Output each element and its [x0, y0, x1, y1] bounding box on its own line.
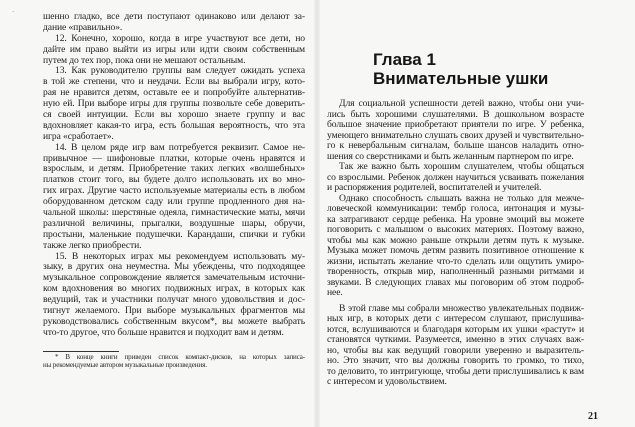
text-line: платков стоит того, вы будете долго использовать их во мно- — [43, 175, 305, 186]
text-line: руководствовались собственным вкусом*, вы можете выбрать — [43, 316, 305, 327]
footnote — [43, 353, 305, 369]
text-line: вдохновляет какая-то игра, есть большая вероятность, что эта — [43, 120, 305, 131]
paragraph — [43, 12, 305, 34]
paragraph — [327, 99, 584, 162]
text-line: шенно гладко, все дети поступают одинаково или делают за- — [43, 12, 305, 22]
text-line: привычное — шифоновые платки, которые очень нравятся и — [43, 153, 305, 164]
text-line: звуками. В следующих главах мы поговорим об этом подроб- — [327, 277, 584, 288]
text-line: Музыка может помочь детям развить позитивное отношение к — [327, 246, 584, 256]
text-line: 14. В целом ряде игр вам потребуется реквизит. Самое не- — [55, 142, 305, 153]
footnote-line: ны рекомендуемые автором музыкальные произведения. — [43, 361, 207, 369]
text-line: поговорить с малышом о высоких материях. Поэтому важно, — [327, 225, 584, 235]
paragraph — [43, 143, 305, 252]
text-line: дание «правильно». — [43, 22, 123, 33]
text-line: 13. Как руководителю группы вам следует ожидать успеха — [55, 66, 305, 77]
text-line: ловеческой коммуникации: тембр голоса, интонация и музы- — [327, 204, 584, 214]
text-line: ведущий, так и участники получат много удовольствия и дос- — [43, 295, 305, 306]
text-line: путем до тех пор, пока они не мешают остальным. — [43, 55, 246, 66]
text-line: нее. — [327, 288, 343, 298]
text-line: оборудованном детском саду или группе продленного дня на- — [43, 197, 305, 208]
text-line: также легко приобрести. — [43, 240, 142, 251]
text-line: ка затрагивают сердце ребенка. На уровне эмоций вы можете — [327, 214, 584, 225]
chapter-label: Глава 1 — [373, 50, 436, 69]
page-number: 21 — [588, 411, 598, 422]
left-page-body — [43, 12, 305, 339]
text-line: ных игр, в которых дети с интересом слушают, прислушива- — [327, 314, 584, 324]
text-line: различной величины, прыгалки, воздушные шары, обручи, — [43, 218, 305, 229]
text-line: но, чтобы вы как ведущий говорили уверенно и выразитель- — [327, 345, 584, 356]
text-line: Для социальной успешности детей важно, чтобы они учи- — [339, 99, 584, 109]
right-page — [318, 0, 635, 427]
text-line: жизни, испытать желание что-то сделать или ощутить умиро- — [327, 256, 584, 267]
text-line: ком вдохновения во многих подвижных играх, в которых как — [43, 284, 305, 295]
text-line: шения со сверстниками и быть желанным партнером по игре. — [327, 151, 574, 162]
text-line: 12. Конечно, хорошо, когда в игре участвуют все дети, но — [55, 33, 305, 44]
text-line: В этой главе мы собрали множество увлекательных подвиж- — [339, 303, 584, 314]
text-line: Так же важно быть хорошим слушателем, чтобы общаться — [339, 162, 584, 172]
text-line: чтобы мы как можно раньше открыли детям путь к музыке. — [327, 235, 584, 246]
text-line: музыкальное сопровождение является замечательным источни- — [43, 273, 305, 284]
text-line: ются, вслушиваются и благодаря которым их ушки «растут» и — [327, 324, 584, 335]
text-line: ную ей. При выборе игры для группы позвольте себе доверить- — [43, 99, 305, 110]
text-line: рая не нравится детям, оставьте ее и попробуйте альтернатив- — [43, 88, 305, 99]
text-line: зыку, в других она неуместна. Мы убеждены, что подходящее — [43, 262, 305, 273]
text-line: творенность, открыв мир, наполненный разными ритмами и — [327, 267, 584, 277]
text-line: взрослым, и детям. Приобретение таких легких «волшебных» — [43, 164, 305, 175]
text-line: Однако способность слышать важна не только для межче- — [339, 193, 584, 204]
paragraph — [327, 194, 584, 299]
text-line: умеющего внимательно слушать своих друзей и чувствительно- — [327, 130, 584, 141]
scan-mark: · — [12, 8, 15, 16]
text-line: чальной школы: шерстяные одеяла, гимнастические маты, мячи — [43, 208, 305, 219]
text-line: но. Это значит, что вы должны говорить то громко, то тихо, — [327, 356, 584, 366]
text-line: лись быть хорошими слушателями. В дошкольном возрасте — [327, 109, 584, 120]
text-line: го к невербальным сигналам, больше шансов наладить отно- — [327, 141, 584, 151]
text-line: с интересом и удовольствием. — [327, 377, 447, 387]
text-line: дайте им право выйти из игры или идти своим собственным — [43, 44, 305, 55]
text-line: большое значение приобретают приятели по игре. У ребенка, — [327, 120, 584, 130]
text-line: простыни, маленькие подушечки. Карандаши, спички и губки — [43, 229, 305, 240]
chapter-heading — [373, 50, 548, 88]
text-line: в той же степени, что и неудачи. Если вы выбрали игру, кото- — [43, 77, 305, 88]
text-line: 15. В некоторых играх мы рекомендуем использовать му- — [55, 251, 305, 262]
paragraph — [327, 304, 584, 388]
text-line: становятся чуткими. Разумеется, именно в этих случаях важ- — [327, 335, 584, 345]
text-line: что-то другое, что больше нравится и подходит вам и детям. — [43, 327, 284, 338]
text-line: то деловито, то интригующе, чтобы дети прислушивались к вам — [327, 366, 584, 377]
paragraph — [43, 252, 305, 339]
footnote-line: * В конце книги приведен список компакт-дисков, на которых записа- — [55, 353, 305, 361]
text-line: игра «сработает». — [43, 131, 114, 142]
text-line: тигнут желаемого. При выборе музыкальных фрагментов мы — [43, 306, 305, 317]
text-line: со взрослыми. Ребенок должен научиться усваивать пожелания — [327, 172, 584, 183]
right-page-body — [327, 99, 584, 388]
paragraph — [327, 162, 584, 194]
paragraph — [43, 66, 305, 142]
text-line: и распоряжения родителей, воспитателей и учителей. — [327, 183, 542, 193]
text-line: ся своей интуиции. Если вы хорошо знаете группу и вас — [43, 110, 305, 121]
text-line: гих играх. Другие часто используемые материалы есть в любом — [43, 186, 305, 197]
footnote-divider — [43, 351, 119, 352]
chapter-title: Внимательные ушки — [373, 69, 549, 88]
paragraph — [43, 34, 305, 67]
